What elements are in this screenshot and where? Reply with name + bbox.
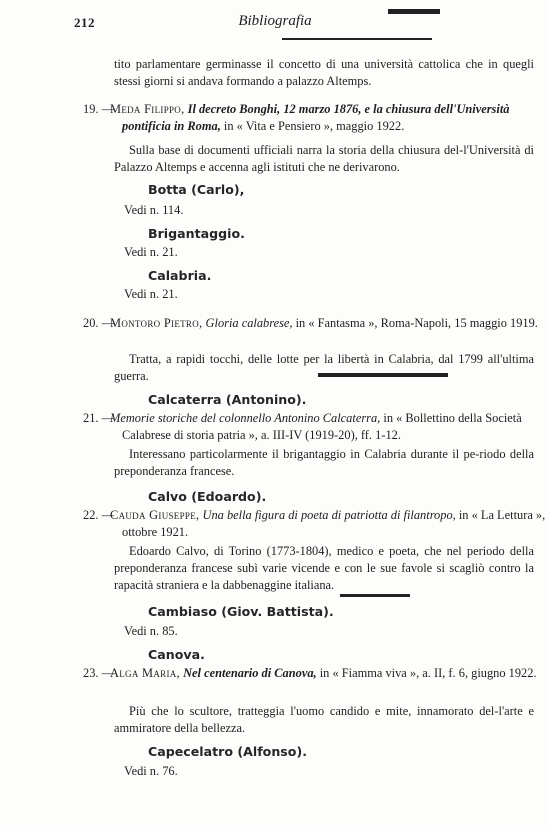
- index-heading: Capecelatro (Alfonso).: [148, 744, 307, 759]
- entry-number: 20. —: [83, 316, 114, 330]
- entry-source: in « Fantasma », Roma-Napoli, 15 maggio 1919.: [295, 316, 538, 330]
- entry-title: Nel centenario di Canova,: [183, 666, 317, 680]
- entry-note: Tratta, a rapidi tocchi, delle lotte per la libertà in Calabria, dal 1799 all'ultima guerra.: [114, 352, 534, 383]
- page-number: 212: [74, 15, 95, 30]
- entry-note: Edoardo Calvo, di Torino (1773-1804), medico e poeta, che nel periodo della preponderanza francese subì varie vicende e con le sue favole si scagliò contro la rapacità straniera e la dabbenaggine italiana.: [114, 544, 534, 592]
- entry-author: Cauda Giuseppe,: [110, 508, 200, 522]
- entry-author: Alga Maria,: [110, 666, 180, 680]
- entry-author: Meda Filippo,: [110, 102, 185, 116]
- intro-text: tito parlamentare germinasse il concetto di una università cattolica che in quegli stessi giorni si andava formando a palazzo Altemps.: [114, 57, 534, 88]
- entry-note: Più che lo scultore, tratteggia l'uomo candido e mite, innamorato del-l'arte e ammiratore della bellezza.: [114, 704, 534, 735]
- index-heading: Cambiaso (Giov. Battista).: [148, 604, 334, 619]
- cross-reference: Vedi n. 21.: [124, 287, 178, 301]
- entry-20: [110, 315, 547, 332]
- entry-author: Montoro Pietro,: [110, 316, 203, 330]
- entry-source: in « Vita e Pensiero », maggio 1922.: [223, 119, 405, 133]
- index-heading: Calvo (Edoardo).: [148, 489, 267, 504]
- entry-title: Una bella figura di poeta di patriotta di filantropo,: [202, 508, 456, 522]
- index-heading: Brigantaggio.: [148, 226, 245, 241]
- entry-title: Il decreto Bonghi, 12 marzo 1876, e la chiusura dell'Università pontificia in Roma,: [122, 102, 510, 133]
- entry-title: Gloria calabrese,: [205, 316, 293, 330]
- cross-reference: Vedi n. 76.: [124, 764, 178, 778]
- index-heading: Calcaterra (Antonino).: [148, 392, 307, 407]
- running-header: [0, 13, 550, 33]
- header-rule-smudge: [282, 38, 432, 40]
- cross-reference: Vedi n. 114.: [124, 203, 184, 217]
- index-heading: Calabria.: [148, 268, 212, 283]
- index-heading: Botta (Carlo),: [148, 182, 245, 197]
- entry-note: Sulla base di documenti ufficiali narra la storia della chiusura del-l'Università di Palazzo Altemps e accenna agli istituti che ne derivarono.: [114, 143, 534, 174]
- index-heading: Canova.: [148, 647, 205, 662]
- ink-smudge: [388, 9, 440, 14]
- entry-21: [110, 410, 547, 444]
- entry-number: 22. —: [83, 508, 114, 522]
- entry-title: Memorie storiche del colonnello Antonino Calcaterra,: [110, 411, 381, 425]
- entry-number: 21. —: [83, 411, 114, 425]
- entry-22: [110, 507, 547, 541]
- entry-source: in « La Lettura », ottobre 1921.: [122, 508, 546, 539]
- cross-reference: Vedi n. 21.: [124, 245, 178, 259]
- running-title: Bibliografia: [238, 13, 312, 29]
- entry-number: 23. —: [83, 666, 114, 680]
- entry-23: [110, 665, 547, 682]
- ink-smudge: [340, 594, 410, 597]
- ink-smudge: [318, 373, 448, 377]
- entry-source: in « Bollettino della Società Calabrese di storia patria », a. III-IV (1919-20), ff. 1-12.: [122, 411, 522, 442]
- entry-number: 19. —: [83, 102, 114, 116]
- entry-note: Interessano particolarmente il brigantaggio in Calabria durante il pe-riodo della preponderanza francese.: [114, 447, 534, 478]
- cross-reference: Vedi n. 85.: [124, 624, 178, 638]
- entry-source: in « Fiamma viva », a. II, f. 6, giugno 1922.: [319, 666, 537, 680]
- entry-19: [110, 101, 547, 135]
